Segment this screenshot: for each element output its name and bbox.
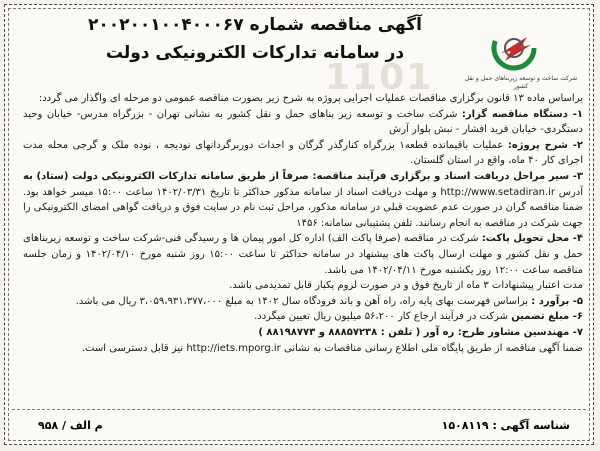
validity-line: مدت اعتبار پیشنهادات ۳ ماه از تاریخ فوق و در صورت لزوم یکبار قابل تمدیدمی باشد.: [229, 280, 583, 292]
item-4-label: ۴- محل تحویل پاکت:: [481, 233, 583, 245]
item-1-label: ۱- دستگاه مناقصه گزار:: [461, 108, 583, 120]
item-2-text: عملیات باقیمانده قطعه۱ بزرگراه کنارگذر گرگان و احداث دوربرگردانهای نودیجه ، نوده ملک و گرجی محله مدت اجرای کار ۴۰ ماه، واقع در استان گلستان.: [23, 139, 583, 167]
page-subtitle: در سامانه تدارکات الکترونیکی دولت: [105, 43, 405, 63]
notice-body: [23, 91, 583, 356]
item-6: [23, 309, 583, 325]
item-3: [23, 169, 583, 231]
item-4: [23, 231, 583, 278]
item-5-label: ۵- برآورد :: [531, 295, 583, 307]
item-7: ۷- مهندسین مشاور طرح: ره آور ( تلفن : ۸۸۸۵۷۲۳۸ و ۸۸۱۹۸۷۷۳ ): [258, 326, 583, 338]
item-3-label: ۳- سیر مراحل دریافت اسناد و برگزاری فرآیند مناقصه: صرفاً از طریق سامانه تدارکات الکترونیکی دولت (ستاد) به: [23, 170, 583, 182]
footer-bar: [12, 409, 586, 442]
item-6-label: ۶- مبلغ تضمین: [511, 311, 583, 323]
org-name: شرکت ساخت و توسعه زیربناهای حمل و نقل کشور: [464, 75, 578, 90]
item-1: [23, 107, 583, 138]
item-4-text: شرکت در مناقصه (صرفا پاکت الف) اداره کل امور پیمان ها و رسیدگی فنی-شرکت ساخت و توسعه زیربناهای حمل و نقل کشور و مهلت ارسال پاکت های پیشنهاد در سامانه حداکثر تا ساعت ۱۵:۰۰ روز شنبه مورخ ۱۴۰۲/۰۴/۱۰ و زمان جلسه مناقصه ساعت ۱۲:۰۰ روز یکشنبه مورخ ۱۴۰۲/۰۴/۱۱ می باشد.: [23, 233, 583, 276]
ad-code: م الف / ۹۵۸: [38, 419, 103, 432]
item-6-text: شرکت در فرآیند ارجاع کار ۵۶،۲۰۰ میلیون ریال تعیین میگردد.: [254, 311, 508, 323]
item-2-label: ۲- شرح پروژه:: [507, 139, 583, 151]
item-3-text: آدرس http://www.setadiran.ir و مهلت دریافت اسناد از سامانه مذکور حداکثر تا تاریخ ۱۴۰۲/۰۳/۳۱ ساعت ۱۵:۰۰ میسر خواهد بود. ضمنا مناقصه گران در صورت عدم عضویت قبلی در سامانه مذکور، مراحل ثبت نام در سایت فوق و دریافت گواهی امضای الکترونیکی را جهت شرکت در مناقصه به انجام رسانند. تلفن پشتیبانی سامانه: ۱۴۵۶: [23, 186, 584, 229]
ad-number: شناسه آگهی : ۱۵۰۸۱۱۹: [441, 419, 570, 432]
item-5-text: براساس فهرست بهای پایه راه، راه آهن و باند فرودگاه سال ۱۴۰۲ به مبلغ ۳،۰۵۹،۹۳۱،۳۷۷،۰۰۰ ریال می باشد.: [75, 295, 529, 307]
page-title: آگهی مناقصه شماره ۲۰۰۲۰۰۱۰۰۴۰۰۰۶۷: [88, 15, 422, 35]
item-2: [23, 138, 583, 169]
watermark: 1101: [325, 57, 434, 98]
notice-frame: [4, 4, 594, 445]
intro-paragraph: براساس ماده ۱۳ قانون برگزاری مناقصات عملیات اجرایی پروژه به شرح زیر بصورت مناقصه عمومی دو مرحله ای واگذار می گردد:: [38, 93, 583, 104]
closing-line: ضمنا آگهی مناقصه از طریق پایگاه ملی اطلاع رسانی مناقصات به نشانی http://iets.mporg.ir نیز قابل دسترسی است.: [81, 342, 583, 354]
org-logo-icon: [483, 23, 545, 73]
item-1-text: شرکت ساخت و توسعه زیر بناهای حمل و نقل کشور به نشانی تهران - بزرگراه مدرس- خیابان وحید دستگردی- خیابان فرید افشار - نبش بلوار آرش: [23, 108, 583, 136]
item-5: [23, 294, 583, 310]
